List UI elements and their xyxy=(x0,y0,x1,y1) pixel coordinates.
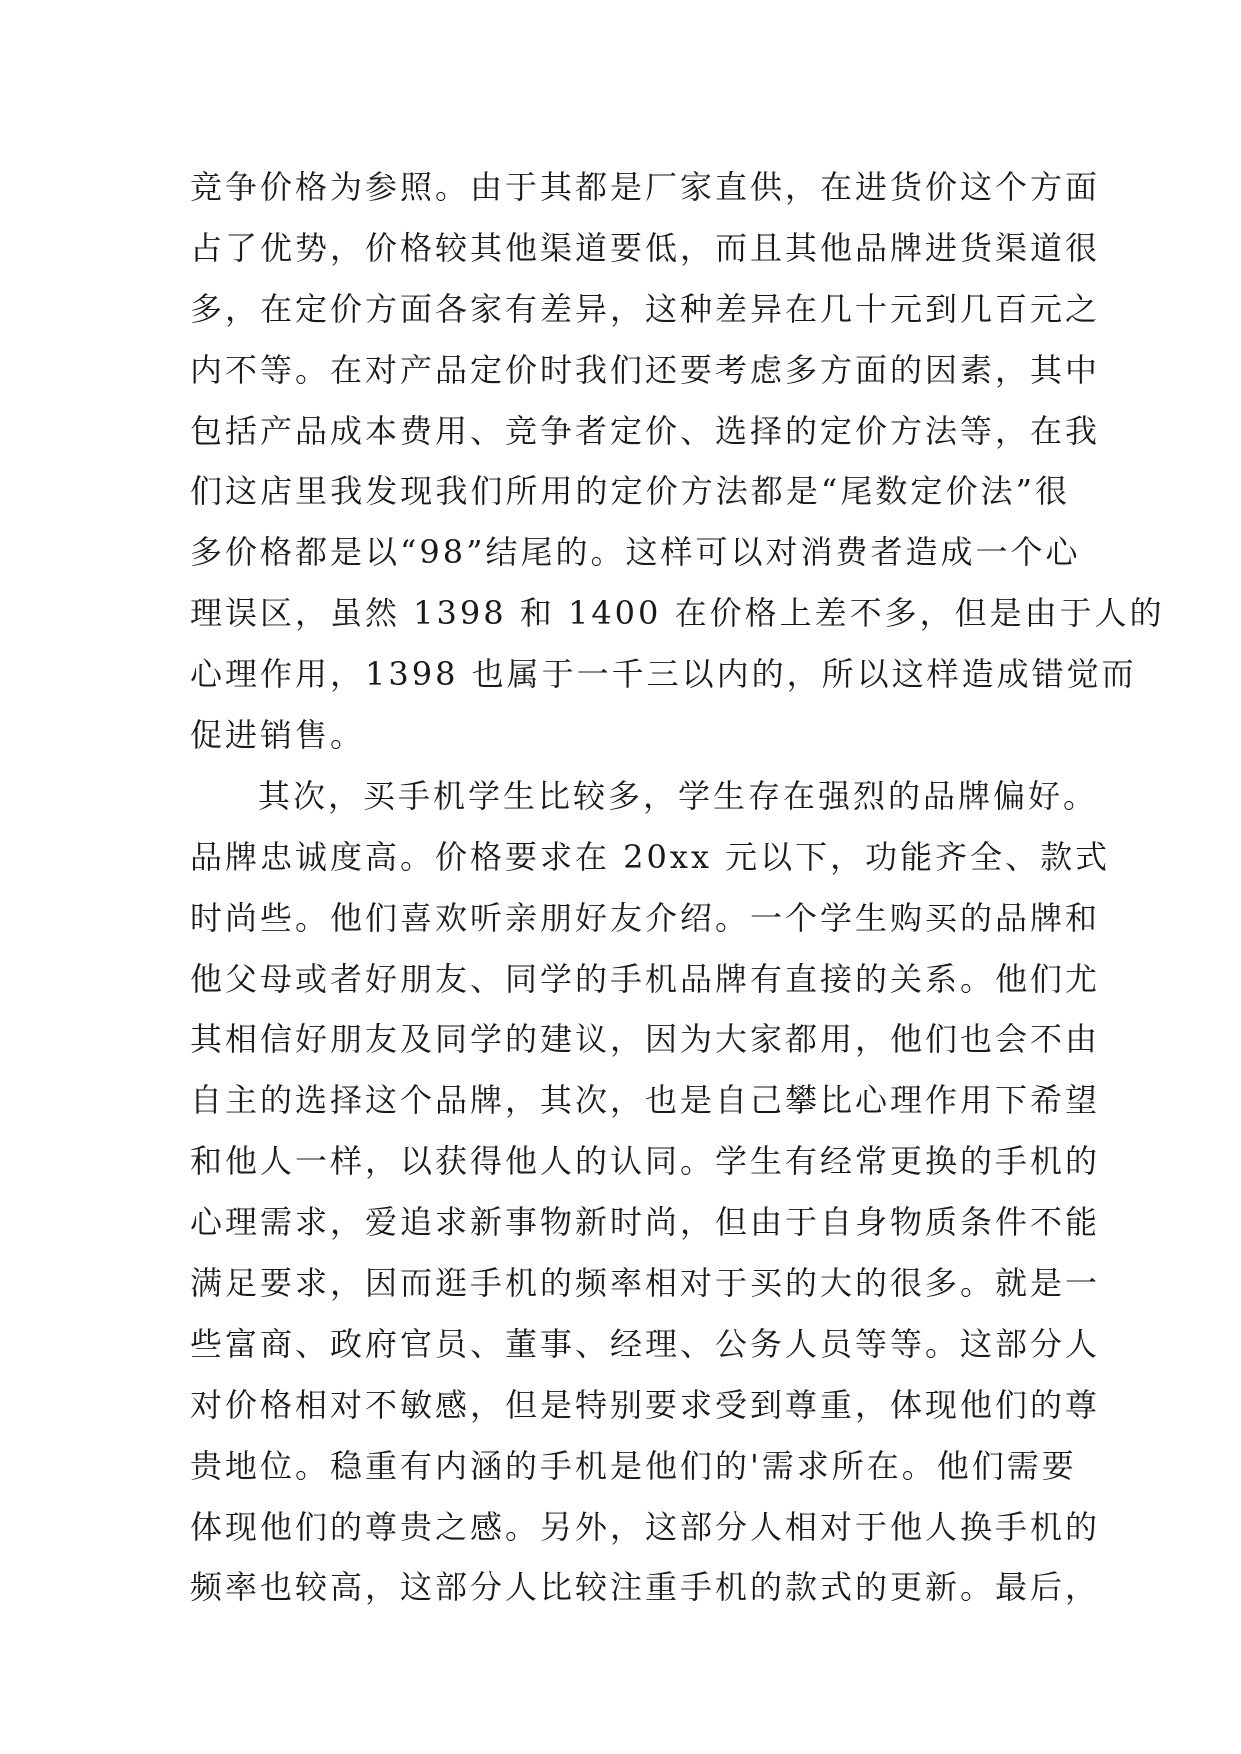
paragraph-pricing xyxy=(190,157,1165,766)
text-line: 占了优势，价格较其他渠道要低，而且其他品牌进货渠道很 xyxy=(190,228,1101,267)
paragraph-customers xyxy=(190,766,1111,1618)
text-line: 多价格都是以“98”结尾的。这样可以对消费者造成一个心 xyxy=(190,533,1081,572)
text-line: 促进销售。 xyxy=(190,716,366,755)
body-text xyxy=(190,157,1165,1618)
text-line: 心理需求，爱追求新事物新时尚，但由于自身物质条件不能 xyxy=(190,1203,1101,1242)
text-line: 竞争价格为参照。由于其都是厂家直供，在进货价这个方面 xyxy=(190,168,1101,206)
text-line: 自主的选择这个品牌，其次，也是自己攀比心理作用下希望 xyxy=(190,1081,1101,1120)
text-line: 其次，买手机学生比较多，学生存在强烈的品牌偏好。 xyxy=(258,776,1099,815)
text-line: 心理作用，1398 也属于一千三以内的，所以这样造成错觉而 xyxy=(190,655,1137,694)
text-line: 多，在定价方面各家有差异，这种差异在几十元到几百元之 xyxy=(190,289,1101,328)
text-line: 内不等。在对产品定价时我们还要考虑多方面的因素，其中 xyxy=(190,350,1101,389)
text-line: 们这店里我发现我们所用的定价方法都是“尾数定价法”很 xyxy=(190,472,1070,511)
text-line: 对价格相对不敏感，但是特别要求受到尊重，体现他们的尊 xyxy=(190,1385,1101,1424)
text-line: 时尚些。他们喜欢听亲朋好友介绍。一个学生购买的品牌和 xyxy=(190,898,1101,937)
text-line: 他父母或者好朋友、同学的手机品牌有直接的关系。他们尤 xyxy=(190,959,1101,998)
text-line: 其相信好朋友及同学的建议，因为大家都用，他们也会不由 xyxy=(190,1020,1101,1059)
text-line: 理误区，虽然 1398 和 1400 在价格上差不多，但是由于人的 xyxy=(190,594,1165,633)
text-line: 体现他们的尊贵之感。另外，这部分人相对于他人换手机的 xyxy=(190,1507,1101,1546)
text-line: 满足要求，因而逛手机的频率相对于买的大的很多。就是一 xyxy=(190,1264,1101,1303)
text-line: 些富商、政府官员、董事、经理、公务人员等等。这部分人 xyxy=(190,1324,1101,1363)
text-line: 频率也较高，这部分人比较注重手机的款式的更新。最后， xyxy=(190,1568,1101,1607)
text-line: 贵地位。稳重有内涵的手机是他们的'需求所在。他们需要 xyxy=(190,1446,1077,1485)
text-line: 和他人一样，以获得他人的认同。学生有经常更换的手机的 xyxy=(190,1142,1101,1181)
text-line: 包括产品成本费用、竞争者定价、选择的定价方法等，在我 xyxy=(190,411,1101,450)
text-line: 品牌忠诚度高。价格要求在 20xx 元以下，功能齐全、款式 xyxy=(190,837,1111,876)
